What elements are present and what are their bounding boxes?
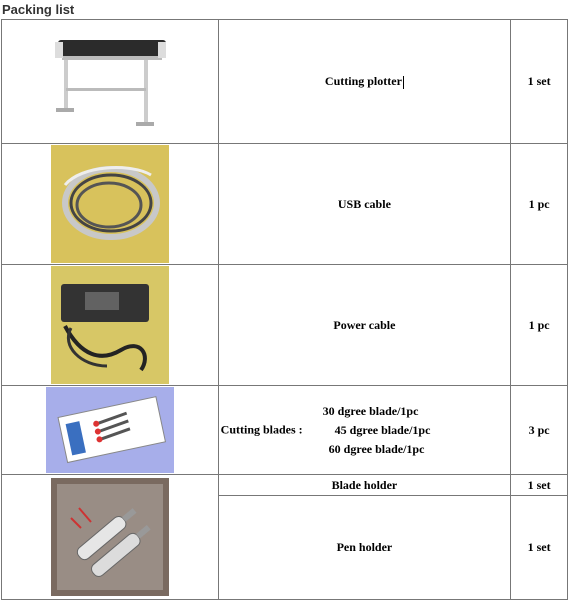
cutting-plotter-photo bbox=[50, 32, 170, 132]
item-cell: Pen holder bbox=[218, 496, 511, 600]
packing-list-table bbox=[1, 19, 568, 600]
image-cell bbox=[2, 475, 219, 600]
item-cell: Power cable bbox=[218, 265, 511, 386]
image-cell bbox=[2, 20, 219, 144]
qty-cell: 1 pc bbox=[511, 144, 568, 265]
power-adapter-photo bbox=[51, 266, 169, 384]
qty-cell: 3 pc bbox=[511, 386, 568, 475]
list-item: 30 dgree blade/1pc bbox=[322, 403, 419, 418]
text-cursor bbox=[403, 76, 404, 89]
blades-list bbox=[323, 402, 511, 459]
page-title: Packing list bbox=[2, 2, 75, 17]
blade-holder-photo bbox=[51, 478, 169, 596]
qty-cell: 1 pc bbox=[511, 265, 568, 386]
table-row bbox=[2, 20, 568, 144]
item-name: Cutting plotter bbox=[324, 74, 402, 88]
qty-cell: 1 set bbox=[511, 475, 568, 496]
image-cell bbox=[2, 265, 219, 386]
image-cell bbox=[2, 144, 219, 265]
usb-cable-photo bbox=[51, 145, 169, 263]
blades-photo bbox=[46, 387, 174, 473]
item-cell bbox=[218, 20, 511, 144]
item-cell: Blade holder bbox=[218, 475, 511, 496]
item-cell bbox=[218, 386, 511, 475]
item-cell: USB cable bbox=[218, 144, 511, 265]
qty-cell: 1 set bbox=[511, 20, 568, 144]
blades-label: Cutting blades : bbox=[220, 422, 303, 437]
qty-cell: 1 set bbox=[511, 496, 568, 600]
list-item: 45 dgree blade/1pc bbox=[334, 422, 431, 437]
list-item: 60 dgree blade/1pc bbox=[328, 441, 425, 456]
table-row bbox=[2, 144, 568, 265]
table-row bbox=[2, 386, 568, 475]
table-row bbox=[2, 475, 568, 496]
table-row bbox=[2, 265, 568, 386]
image-cell bbox=[2, 386, 219, 475]
